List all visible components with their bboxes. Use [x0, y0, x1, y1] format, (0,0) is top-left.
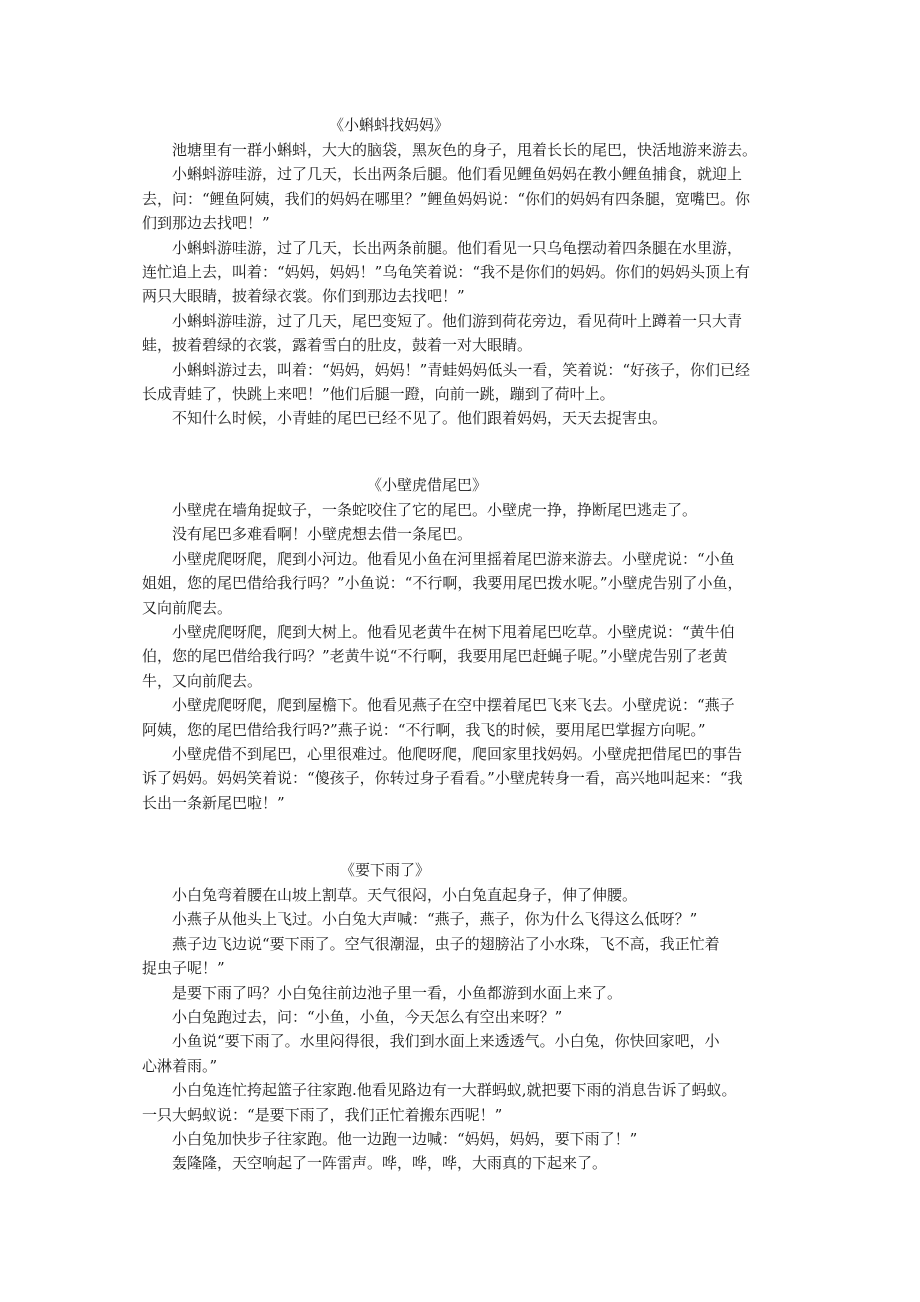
paragraph-line: 长成青蛙了，快跳上来吧！”他们后腿一蹬，向前一跳，蹦到了荷叶上。: [142, 385, 615, 404]
story-title: 《要下雨了》: [340, 861, 431, 879]
paragraph-line: 一只大蚂蚁说：“是要下雨了，我们正忙着搬东西呢！”: [142, 1105, 503, 1124]
paragraph: [142, 693, 784, 742]
paragraph-line: 不知什么时候，小青蛙的尾巴已经不见了。他们跟着妈妈，天天去捉害虫。: [172, 409, 668, 428]
paragraph-line: 心淋着雨。”: [142, 1056, 218, 1075]
paragraph-line: 小燕子从他头上飞过。小白兔大声喊：“燕子，燕子，你为什么飞得这么低呀？”: [172, 910, 698, 929]
paragraph: [172, 1005, 784, 1029]
paragraph-line: 两只大眼睛，披着绿衣裳。你们到那边去找吧！”: [142, 287, 465, 306]
paragraph-line: 蛙，披着碧绿的衣裳，露着雪白的肚皮，鼓着一对大眼睛。: [142, 336, 533, 355]
paragraph-line: 牛，又向前爬去。: [142, 671, 263, 690]
paragraph: [172, 522, 784, 546]
paragraph-line: 小壁虎爬呀爬，爬到屋檐下。他看见燕子在空中摆着尾巴飞来飞去。小壁虎说：“燕子: [172, 696, 735, 715]
paragraph: [172, 406, 784, 430]
story-tadpoles: [142, 112, 784, 431]
paragraph: [142, 162, 784, 235]
paragraph-line: 小白兔跑过去，问：“小鱼，小鱼，今天怎么有空出来呀？”: [172, 1008, 563, 1027]
story-body: [142, 498, 784, 815]
paragraph-line: 小鱼说“要下雨了。水里闷得很，我们到水面上来透透气。小白兔，你快回家吧，小: [172, 1032, 720, 1051]
paragraph: [142, 547, 784, 620]
paragraph-line: 长出一条新尾巴啦！”: [142, 793, 285, 812]
paragraph: [172, 498, 784, 522]
story-title: 《小蝌蚪找妈妈》: [329, 116, 450, 134]
paragraph-line: 燕子边飞边说“要下雨了。空气很潮湿，虫子的翅膀沾了小水珠，飞不高，我正忙着: [172, 934, 720, 953]
paragraph: [142, 620, 784, 693]
paragraph: [172, 883, 784, 907]
story-body: [142, 883, 784, 1176]
paragraph: [172, 1127, 784, 1151]
paragraph: [142, 1029, 784, 1078]
paragraph: [142, 236, 784, 309]
paragraph-line: 小壁虎借不到尾巴，心里很难过。他爬呀爬，爬回家里找妈妈。小壁虎把借尾巴的事告: [172, 745, 743, 764]
paragraph: [142, 358, 784, 407]
paragraph-line: 小蝌蚪游哇游，过了几天，长出两条前腿。他们看见一只乌龟摆动着四条腿在水里游，: [172, 238, 743, 257]
paragraph-line: 小壁虎爬呀爬，爬到大树上。他看见老黄牛在树下甩着尾巴吃草。小壁虎说：“黄牛伯: [172, 623, 735, 642]
paragraph-line: 小蝌蚪游过去，叫着：“妈妈，妈妈！”青蛙妈妈低头一看，笑着说：“好孩子，你们已经: [172, 360, 751, 379]
story-body: [142, 138, 784, 431]
paragraph-line: 连忙追上去，叫着：“妈妈，妈妈！”乌龟笑着说：“我不是你们的妈妈。你们的妈妈头顶上有: [142, 263, 751, 282]
paragraph: [172, 981, 784, 1005]
paragraph: [142, 309, 784, 358]
paragraph-line: 伯，您的尾巴借给我行吗？”老黄牛说“不行啊，我要用尾巴赶蝇子呢。”小壁虎告别了老黄: [142, 647, 728, 666]
paragraph-line: 没有尾巴多难看啊！小壁虎想去借一条尾巴。: [172, 525, 473, 544]
paragraph-line: 小白兔弯着腰在山坡上割草。天气很闷，小白兔直起身子，伸了伸腰。: [172, 886, 638, 904]
paragraph-line: 小蝌蚪游哇游，过了几天，尾巴变短了。他们游到荷花旁边，看见荷叶上蹲着一只大青: [172, 311, 743, 330]
paragraph-line: 又向前爬去。: [142, 598, 233, 617]
paragraph-line: 们到那边去找吧！”: [142, 214, 270, 233]
paragraph-line: 轰隆隆，天空响起了一阵雷声。哗，哗，哗，大雨真的下起来了。: [172, 1154, 608, 1173]
paragraph-line: 诉了妈妈。妈妈笑着说：“傻孩子，你转过身子看看。”小壁虎转身一看，高兴地叫起来：“我: [142, 769, 743, 788]
paragraph-line: 小壁虎爬呀爬，爬到小河边。他看见小鱼在河里摇着尾巴游来游去。小壁虎说：“小鱼: [172, 549, 735, 568]
paragraph-line: 小蝌蚪游哇游，过了几天，长出两条后腿。他们看见鲤鱼妈妈在教小鲤鱼捕食，就迎上: [172, 165, 743, 184]
paragraph: [172, 138, 784, 162]
paragraph-line: 去，问：“鲤鱼阿姨，我们的妈妈在哪里？”鲤鱼妈妈说：“你们的妈妈有四条腿，宽嘴巴。你: [142, 189, 751, 208]
paragraph-line: 捉虫子呢！”: [142, 959, 225, 978]
paragraph: [142, 932, 784, 981]
paragraph-line: 池塘里有一群小蝌蚪，大大的脑袋，黑灰色的身子，甩着长长的尾巴，快活地游来游去。: [172, 141, 758, 159]
paragraph: [172, 1151, 784, 1175]
story-gecko: [142, 472, 784, 815]
story-title: 《小壁虎借尾巴》: [367, 476, 488, 494]
paragraph-line: 小白兔连忙挎起篮子往家跑.他看见路边有一大群蚂蚁,就把要下雨的消息告诉了蚂蚁。: [172, 1081, 737, 1100]
paragraph: [142, 1078, 784, 1127]
story-rain: [142, 857, 784, 1176]
paragraph-line: 阿姨，您的尾巴借给我行吗?”燕子说：“不行啊，我飞的时候，要用尾巴掌握方向呢。”: [142, 720, 706, 739]
paragraph-line: 姐姐，您的尾巴借给我行吗？”小鱼说：“不行啊，我要用尾巴拨水呢。”小壁虎告别了小鱼，: [142, 574, 743, 593]
paragraph-line: 小白兔加快步子往家跑。他一边跑一边喊：“妈妈，妈妈，要下雨了！”: [172, 1130, 638, 1149]
paragraph-line: 小壁虎在墙角捉蚊子，一条蛇咬住了它的尾巴。小壁虎一挣，挣断尾巴逃走了。: [172, 501, 698, 519]
paragraph-line: 是要下雨了吗？小白兔往前边池子里一看，小鱼都游到水面上来了。: [172, 983, 623, 1002]
paragraph: [142, 742, 784, 815]
paragraph: [172, 907, 784, 931]
